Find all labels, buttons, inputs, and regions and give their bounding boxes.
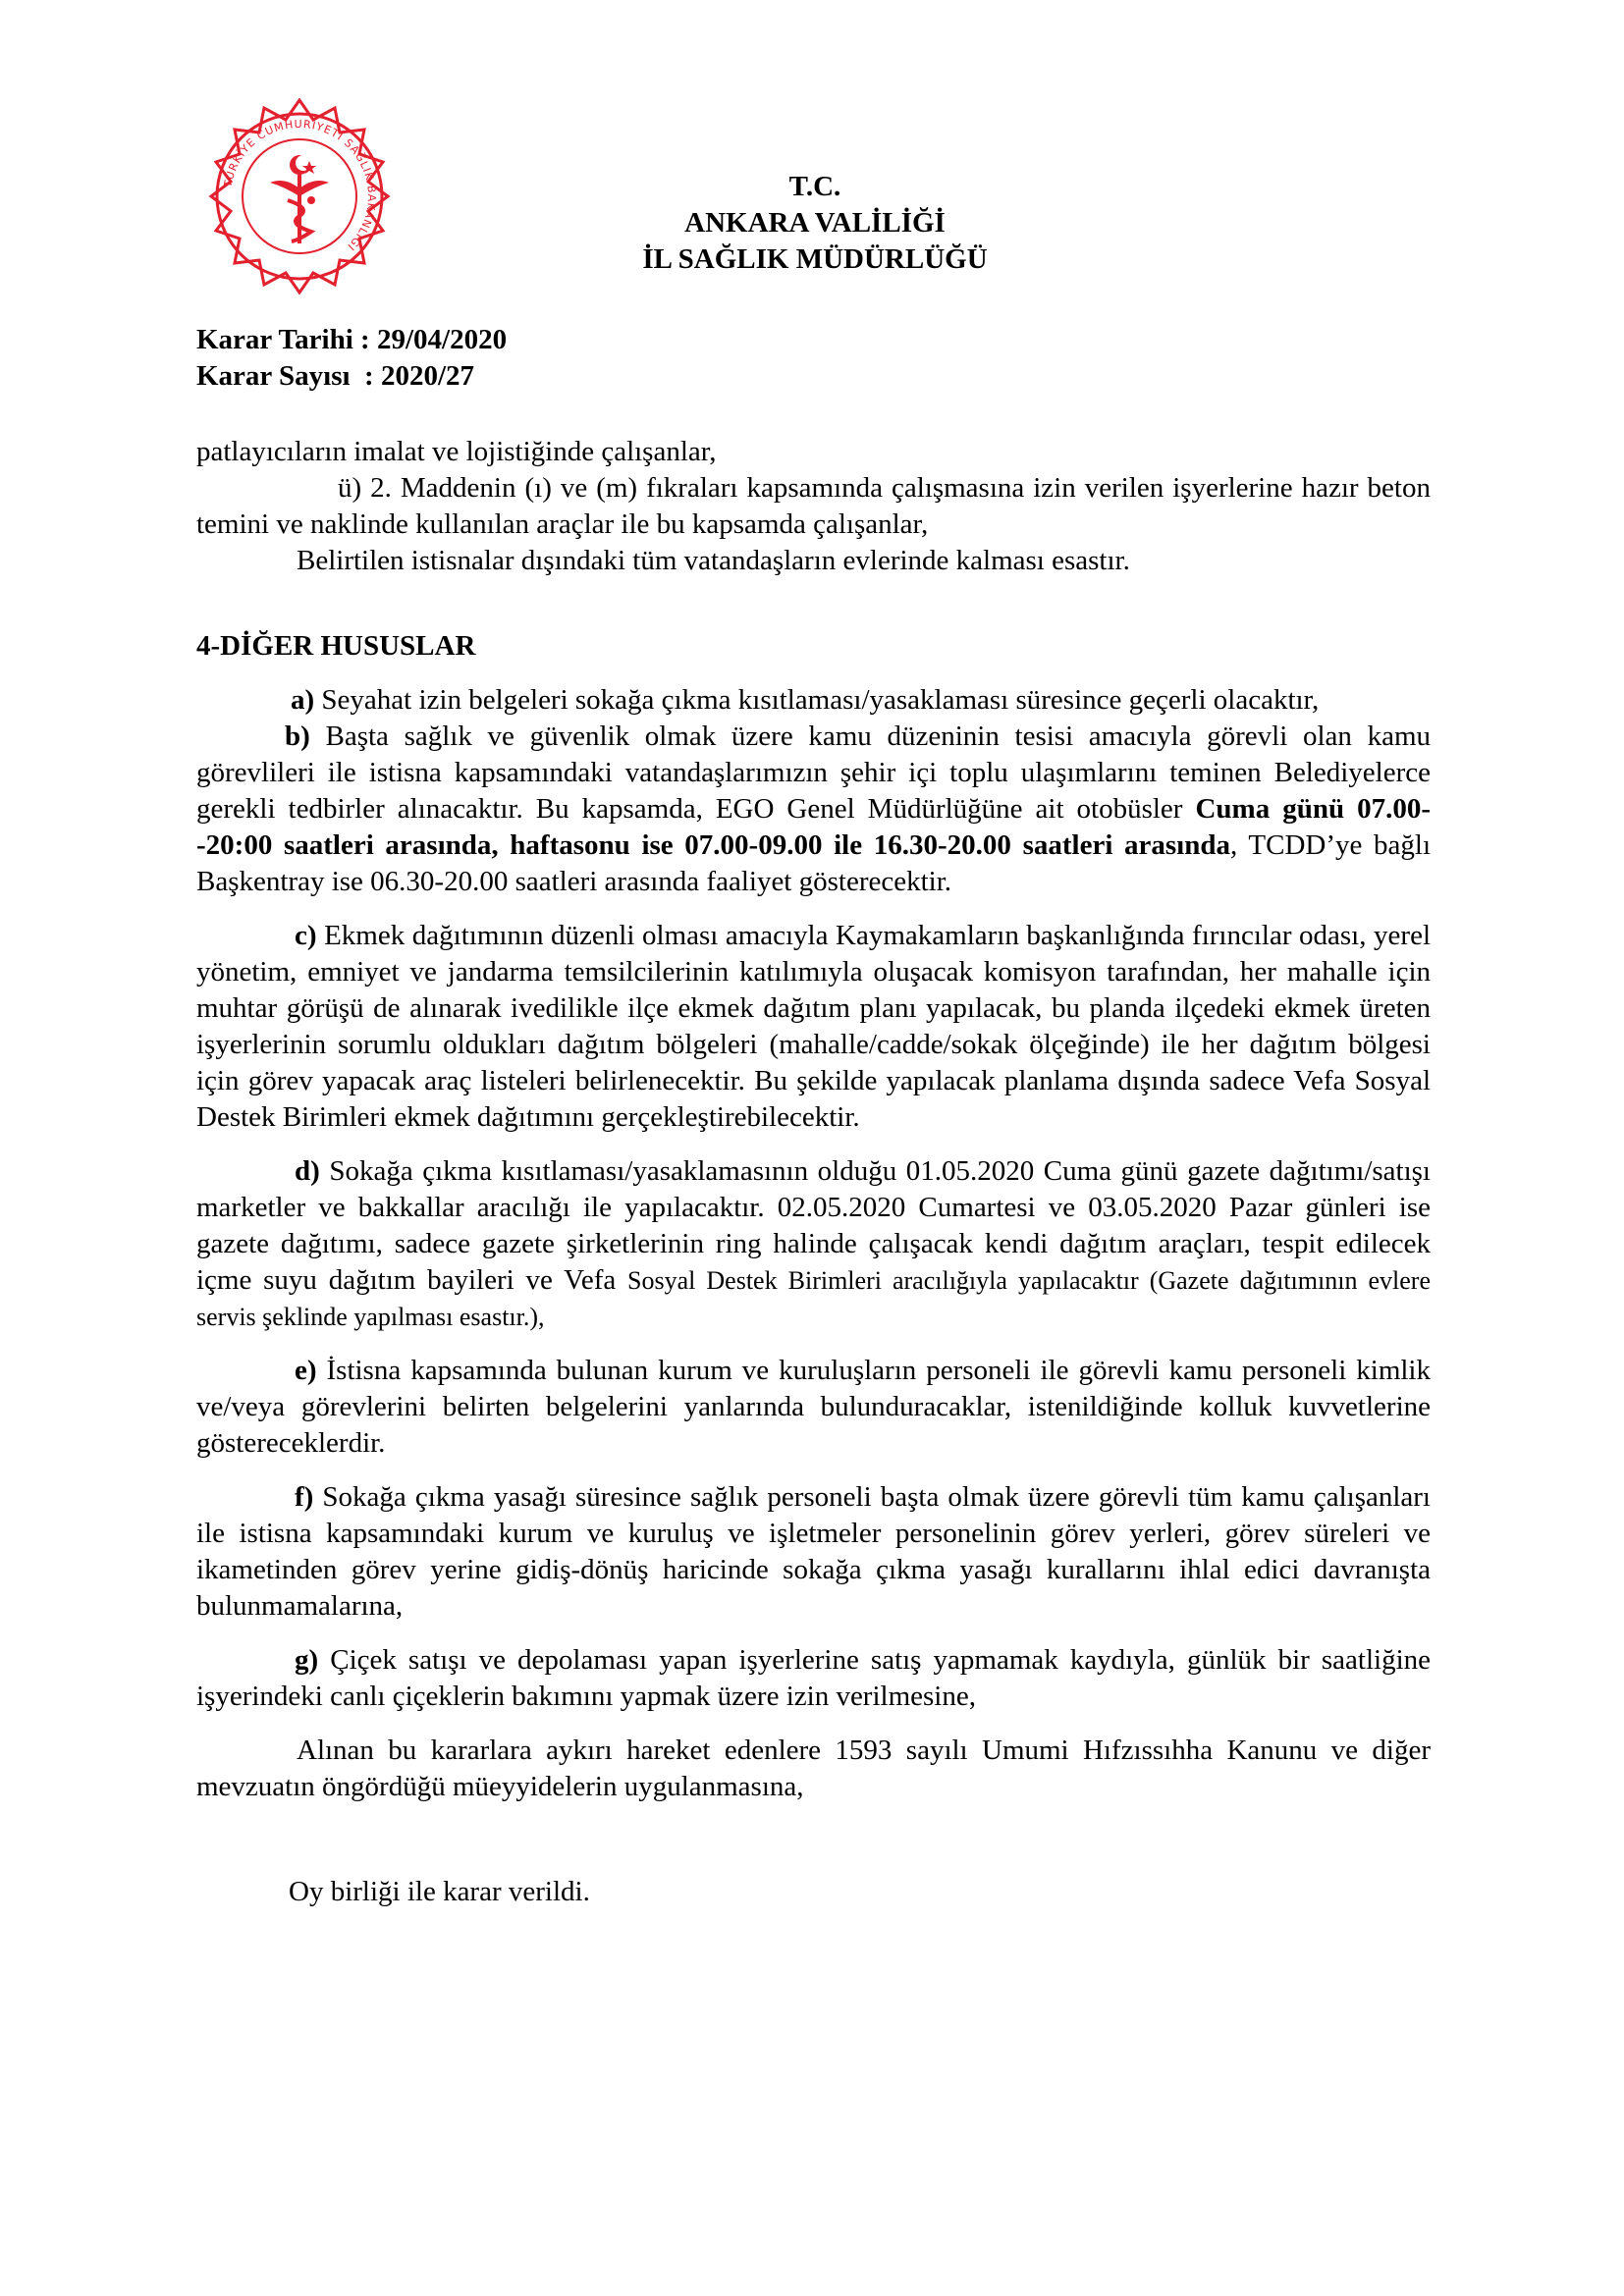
paragraph-explosives: patlayıcıların imalat ve lojistiğinde çalışanlar, [196, 436, 717, 467]
item-b-label: b) [285, 721, 310, 752]
item-e [196, 1353, 1431, 1462]
final-statement: Oy birliği ile karar verildi. [289, 1876, 590, 1907]
item-d-text-2: Sosyal Destek Birimleri aracılığıyla yapılacaktır (Gazete dağıtımının evlere servis şeklinde yapılması esastır.), [196, 1266, 1431, 1331]
decision-date: Karar Tarihi : 29/04/2020 [196, 324, 508, 355]
item-a [196, 682, 1431, 719]
item-e-label: e) [295, 1355, 317, 1386]
decision-number: Karar Sayısı : 2020/27 [196, 360, 475, 392]
item-f-text: Sokağa çıkma yasağı süresince sağlık personeli başta olmak üzere görevli tüm kamu çalışanları ile istisna kapsamındaki kurum ve kuruluş ve işletmeler personelinin görev yerleri, görev süreleri ve ikametinden görev yerine gidiş-dönüş haricinde sokağa çıkma yasağı kurallarını ihlal edici davranışta bulunmamalarına, [196, 1481, 1431, 1622]
item-a-text: Seyahat izin belgeleri sokağa çıkma kısıtlaması/yasaklaması süresince geçerli olacaktır, [314, 684, 1320, 716]
item-g-text: Çiçek satışı ve depolaması yapan işyerlerine satış yapmamak kaydıyla, günlük bir saatliğine işyerindeki canlı çiçeklerin bakımını yapmak üzere izin verilmesine, [196, 1644, 1431, 1712]
header-line-governorship: ANKARA VALİLİĞİ [684, 207, 946, 239]
item-g [196, 1642, 1431, 1715]
item-d-text-1: Sokağa çıkma kısıtlaması/yasaklamasının olduğu 01.05.2020 Cuma günü gazete dağıtımı/satışı marketler ve bakkallar aracılığı ile yapılacaktır. 02.05.2020 Cumartesi ve 03.05.2020 Pazar günleri ise gazete dağıtımı, sadece gazete şirketlerinin ring halinde çalışacak kendi dağıtım araçları, tespit edilecek içme suyu dağıtım bayileri ve Vefa [196, 1155, 1431, 1296]
section-title: 4-DİĞER HUSUSLAR [196, 630, 476, 662]
decision-meta [196, 322, 507, 395]
item-d [196, 1153, 1431, 1335]
item-a-label: a) [291, 684, 315, 716]
item-e-text: İstisna kapsamında bulunan kurum ve kuruluşların personeli ile görevli kamu personeli kimlik ve/veya görevlerini belirten belgelerini yanlarında bulunduracaklar, istenildiğinde kolluk kuvvetlerine göstereceklerdir. [196, 1355, 1431, 1459]
header-line-health-directorate: İL SAĞLIK MÜDÜRLÜĞÜ [642, 243, 988, 275]
header-line-tc: T.C. [788, 171, 841, 202]
document-header [550, 169, 1080, 278]
item-b-text-2: , TCDD’ye bağlı Başkentray ise 06.30-20.00 saatleri arasında faaliyet gösterecektir. [196, 829, 1432, 897]
item-f-label: f) [295, 1481, 314, 1513]
item-f [196, 1479, 1431, 1625]
ministry-of-health-logo [201, 98, 398, 294]
item-b-text-1: Başta sağlık ve güvenlik olmak üzere kamu düzeninin tesisi amacıyla görevli olan kamu görevlileri ile istisna kapsamındaki vatandaşlarımızın şehir içi toplu ulaşımlarını teminen Belediyelerce gerekli tedbirler alınacaktır. Bu kapsamda, EGO Genel Müdürlüğüne ait otobüsler [196, 721, 1431, 825]
item-c-label: c) [295, 920, 317, 951]
svg-text:TÜRKİYE CUMHURİYETİ SAĞLIK BAK: TÜRKİYE CUMHURİYETİ SAĞLIK BAKANLIĞI [221, 117, 379, 254]
paragraph-item-u: ü) 2. Maddenin (ı) ve (m) fıkraları kapsamında çalışmasına izin verilen işyerlerine hazır beton temini ve naklinde kullanılan araçlar ile bu kapsamda çalışanlar, [196, 472, 1431, 540]
item-g-label: g) [295, 1644, 319, 1676]
paragraph-exceptions: Belirtilen istisnalar dışındaki tüm vatandaşların evlerinde kalması esastır. [297, 545, 1130, 576]
document-body [196, 434, 1431, 1910]
item-d-label: d) [295, 1155, 320, 1187]
item-c [196, 918, 1431, 1136]
penalty-paragraph: Alınan bu kararlara aykırı hareket edenlere 1593 sayılı Umumi Hıfzıssıhha Kanunu ve diğer mevzuatın öngördüğü müeyyidelerin uygulanmasına, [196, 1735, 1431, 1802]
item-b [196, 719, 1431, 900]
item-b-bold-hours: Cuma günü 07.00--20:00 saatleri arasında, haftasonu ise 07.00-09.00 ile 16.30-20.00 saatleri arasında [196, 793, 1431, 861]
item-c-text: Ekmek dağıtımının düzenli olması amacıyla Kaymakamların başkanlığında fırıncılar odası, yerel yönetim, emniyet ve jandarma temsilcilerinin katılımıyla oluşacak komisyon tarafından, her mahalle için muhtar görüşü de alınarak ivedilikle ilçe ekmek dağıtım planı yapılacak, bu planda ilçedeki ekmek üreten işyerlerinin sorumlu oldukları dağıtım bölgeleri (mahalle/cadde/sokak ölçeğinde) ile her dağıtım bölgesi için görev yapacak araç listeleri belirlenecektir. Bu şekilde yapılacak planlama dışında sadece Vefa Sosyal Destek Birimleri ekmek dağıtımını gerçekleştirebilecektir. [196, 920, 1431, 1133]
